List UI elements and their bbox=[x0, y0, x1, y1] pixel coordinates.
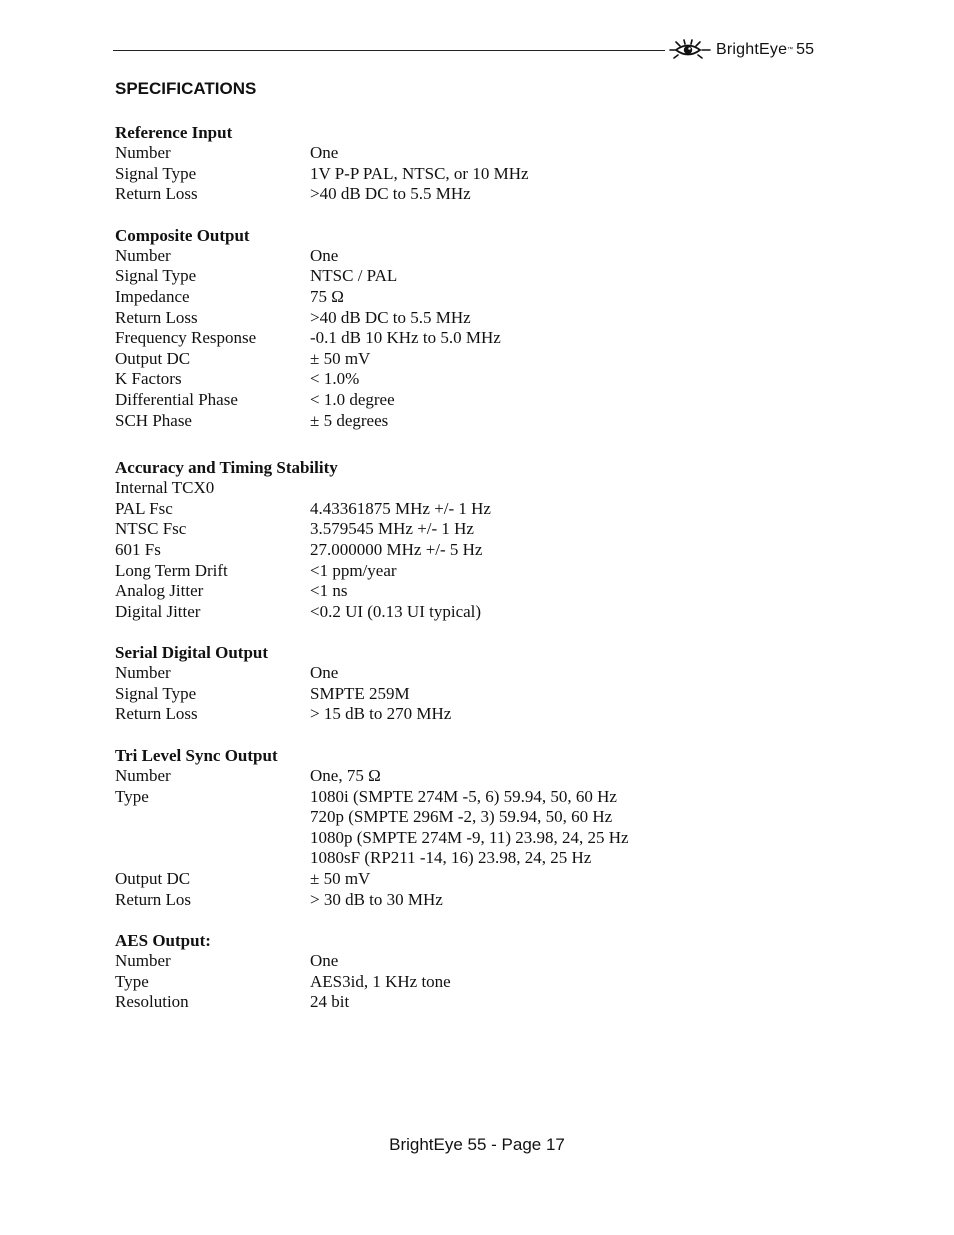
spec-value bbox=[310, 951, 815, 972]
brand-model: 55 bbox=[796, 41, 814, 58]
spec-row bbox=[115, 143, 815, 164]
spec-row bbox=[115, 287, 815, 308]
section-title: Reference Input bbox=[115, 123, 233, 142]
spec-value-line: One bbox=[310, 951, 339, 971]
spec-value-line: One, 75 Ω bbox=[310, 766, 381, 786]
spec-row bbox=[115, 349, 815, 370]
spec-row bbox=[115, 766, 815, 787]
spec-value-line: One bbox=[310, 143, 339, 162]
spec-value-line: 1080p (SMPTE 274M -9, 11) 23.98, 24, 25 Hz bbox=[310, 827, 629, 847]
spec-value bbox=[310, 766, 815, 787]
spec-label: Output DC bbox=[115, 869, 191, 889]
spec-value-line: SMPTE 259M bbox=[310, 683, 410, 703]
spec-label: Resolution bbox=[115, 992, 189, 1012]
spec-row bbox=[115, 478, 815, 499]
spec-value bbox=[310, 143, 815, 164]
spec-row bbox=[115, 602, 815, 623]
eye-logo-icon bbox=[668, 39, 712, 61]
spec-value-line: < 1.0% bbox=[310, 369, 360, 389]
spec-label: Internal TCX0 bbox=[115, 478, 215, 498]
spec-label: Analog Jitter bbox=[115, 581, 204, 601]
spec-value bbox=[310, 581, 815, 602]
spec-label: Return Loss bbox=[115, 307, 198, 327]
spec-value-line: ± 50 mV bbox=[310, 348, 371, 368]
spec-row bbox=[115, 540, 815, 561]
spec-label: Differential Phase bbox=[115, 389, 238, 409]
spec-value-line: <1 ppm/year bbox=[310, 560, 397, 580]
spec-value bbox=[310, 992, 815, 1013]
spec-value-line: 4.43361875 MHz +/- 1 Hz bbox=[310, 498, 491, 518]
spec-value-line: -0.1 dB 10 KHz to 5.0 MHz bbox=[310, 328, 501, 348]
spec-value bbox=[310, 246, 815, 267]
spec-row bbox=[115, 704, 815, 725]
spec-row bbox=[115, 184, 815, 205]
brand-name: BrightEye bbox=[716, 41, 788, 58]
spec-value bbox=[310, 684, 815, 705]
spec-label: 601 Fs bbox=[115, 539, 161, 559]
spec-label: Signal Type bbox=[115, 266, 197, 286]
spec-value-line: NTSC / PAL bbox=[310, 266, 398, 286]
spec-label: Type bbox=[115, 971, 149, 991]
spec-row bbox=[115, 308, 815, 329]
spec-label: Return Los bbox=[115, 889, 192, 909]
spec-label: Number bbox=[115, 951, 171, 971]
spec-label: Return Loss bbox=[115, 184, 198, 204]
spec-section bbox=[115, 225, 815, 431]
spec-label: Signal Type bbox=[115, 163, 197, 183]
spec-value bbox=[310, 499, 815, 520]
spec-value bbox=[310, 704, 815, 725]
spec-value-line: 24 bit bbox=[310, 992, 350, 1012]
spec-value-line: 27.000000 MHz +/- 5 Hz bbox=[310, 539, 483, 559]
spec-value bbox=[310, 411, 815, 432]
spec-row bbox=[115, 390, 815, 411]
spec-value bbox=[310, 787, 815, 869]
brand-logo bbox=[668, 36, 814, 64]
spec-label: K Factors bbox=[115, 369, 182, 389]
spec-row bbox=[115, 663, 815, 684]
spec-label: SCH Phase bbox=[115, 410, 192, 430]
spec-value bbox=[310, 308, 815, 329]
spec-value bbox=[310, 266, 815, 287]
specifications-content bbox=[115, 122, 815, 1033]
spec-row bbox=[115, 411, 815, 432]
spec-label: NTSC Fsc bbox=[115, 519, 187, 539]
spec-section bbox=[115, 745, 815, 910]
spec-value bbox=[310, 890, 815, 911]
spec-row bbox=[115, 972, 815, 993]
spec-section bbox=[115, 642, 815, 725]
spec-row bbox=[115, 869, 815, 890]
spec-value bbox=[310, 972, 815, 993]
spec-value-line: > 15 dB to 270 MHz bbox=[310, 704, 452, 724]
spec-section bbox=[115, 457, 815, 622]
section-title: Composite Output bbox=[115, 225, 250, 245]
spec-row bbox=[115, 581, 815, 602]
spec-value bbox=[310, 349, 815, 370]
spec-label: Type bbox=[115, 786, 149, 806]
section-title: AES Output: bbox=[115, 931, 211, 951]
spec-label: Digital Jitter bbox=[115, 601, 201, 621]
spec-value-line: <0.2 UI (0.13 UI typical) bbox=[310, 601, 482, 621]
spec-row bbox=[115, 369, 815, 390]
spec-label: Return Loss bbox=[115, 704, 198, 724]
spec-value bbox=[310, 390, 815, 411]
spec-row bbox=[115, 328, 815, 349]
spec-value-line: 1V P-P PAL, NTSC, or 10 MHz bbox=[310, 163, 529, 183]
spec-value-line: 3.579545 MHz +/- 1 Hz bbox=[310, 519, 474, 539]
spec-label: Frequency Response bbox=[115, 328, 257, 348]
spec-value-line: <1 ns bbox=[310, 581, 348, 601]
header-rule bbox=[113, 50, 665, 51]
spec-label: Output DC bbox=[115, 348, 191, 368]
spec-value-line: 720p (SMPTE 296M -2, 3) 59.94, 50, 60 Hz bbox=[310, 807, 613, 827]
spec-value-line: 1080sF (RP211 -14, 16) 23.98, 24, 25 Hz bbox=[310, 848, 592, 868]
spec-row bbox=[115, 561, 815, 582]
spec-row bbox=[115, 164, 815, 185]
section-title: Accuracy and Timing Stability bbox=[115, 458, 338, 478]
trademark-symbol: ™ bbox=[787, 47, 794, 53]
spec-value bbox=[310, 663, 815, 684]
spec-value bbox=[310, 164, 815, 185]
spec-row bbox=[115, 266, 815, 287]
spec-row bbox=[115, 246, 815, 267]
spec-row bbox=[115, 951, 815, 972]
spec-value-line: AES3id, 1 KHz tone bbox=[310, 971, 451, 991]
spec-value bbox=[310, 869, 815, 890]
spec-row bbox=[115, 890, 815, 911]
spec-label: Impedance bbox=[115, 286, 190, 306]
spec-section bbox=[115, 122, 815, 205]
spec-label: Number bbox=[115, 143, 171, 162]
spec-label: Number bbox=[115, 663, 171, 683]
spec-label: Signal Type bbox=[115, 683, 197, 703]
spec-row bbox=[115, 499, 815, 520]
spec-value-line: ± 50 mV bbox=[310, 869, 371, 889]
spec-value bbox=[310, 328, 815, 349]
spec-row bbox=[115, 787, 815, 869]
spec-row bbox=[115, 519, 815, 540]
spec-label: PAL Fsc bbox=[115, 498, 173, 518]
spec-value bbox=[310, 287, 815, 308]
spec-value bbox=[310, 561, 815, 582]
page-title: SPECIFICATIONS bbox=[115, 79, 257, 98]
spec-value-line: One bbox=[310, 245, 339, 265]
section-title: Tri Level Sync Output bbox=[115, 746, 278, 766]
spec-value bbox=[310, 519, 815, 540]
spec-value-line: ± 5 degrees bbox=[310, 410, 389, 430]
spec-label: Number bbox=[115, 245, 171, 265]
spec-value bbox=[310, 184, 815, 205]
spec-value-line: >40 dB DC to 5.5 MHz bbox=[310, 184, 471, 204]
spec-value-line: < 1.0 degree bbox=[310, 389, 395, 409]
spec-value-line: > 30 dB to 30 MHz bbox=[310, 889, 443, 909]
spec-value-line: >40 dB DC to 5.5 MHz bbox=[310, 307, 471, 327]
spec-value-line: 1080i (SMPTE 274M -5, 6) 59.94, 50, 60 Hz bbox=[310, 786, 617, 806]
spec-section bbox=[115, 930, 815, 1013]
spec-label: Number bbox=[115, 766, 171, 786]
spec-row bbox=[115, 684, 815, 705]
spec-value bbox=[310, 540, 815, 561]
section-title: Serial Digital Output bbox=[115, 643, 269, 663]
spec-value-line: One bbox=[310, 663, 339, 683]
spec-value bbox=[310, 602, 815, 623]
spec-row bbox=[115, 992, 815, 1013]
spec-value bbox=[310, 369, 815, 390]
spec-value bbox=[310, 478, 815, 499]
spec-label: Long Term Drift bbox=[115, 560, 228, 580]
spec-value-line: 75 Ω bbox=[310, 286, 344, 306]
page-footer: BrightEye 55 - Page 17 bbox=[389, 1135, 565, 1154]
